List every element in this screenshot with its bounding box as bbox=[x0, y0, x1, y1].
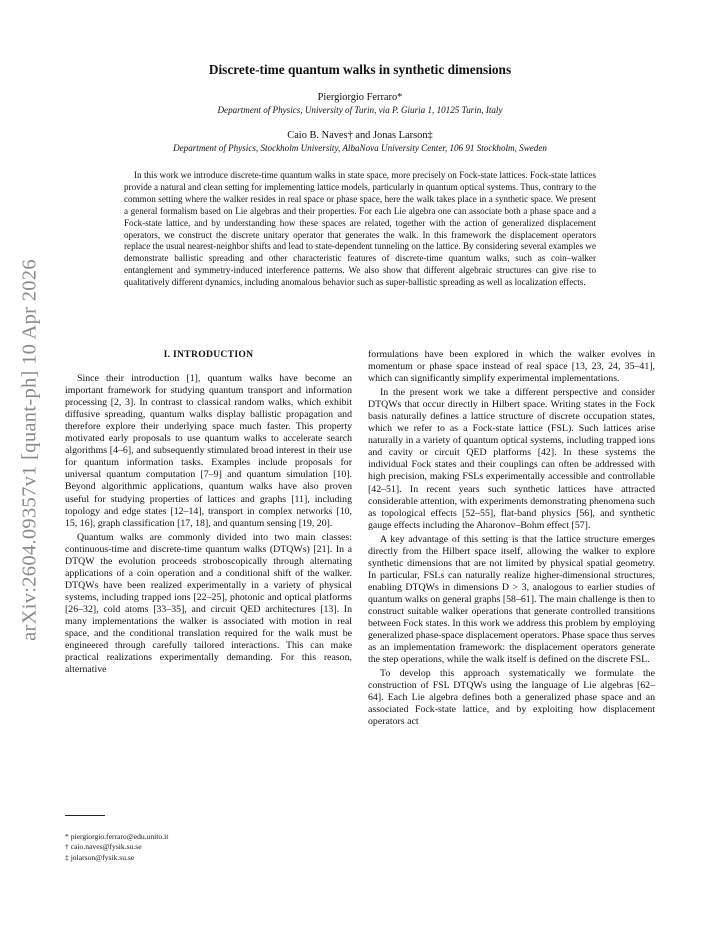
footnotes bbox=[65, 832, 168, 863]
footnote-rule bbox=[65, 815, 105, 816]
authors-2: Caio B. Naves† and Jonas Larson‡ bbox=[287, 130, 433, 141]
paragraph: Since their introduction [1], quantum walks have become an important framework for studying quantum transport and information processing [2, 3]. In contrast to classical random walks, which exhibit diffusive spreading, quantum walks display ballistic propagation and therefore explore their underlying space much faster. This property motivated early proposals to use quantum walks to accelerate search algorithms [4–6], and subsequently stimulated broad interest in their use for quantum information tasks. Examples include proposals for universal quantum computation [7–9] and quantum simulation [10]. Beyond algorithmic applications, quantum walks have also proven useful for studying properties of lattices and graphs [11], including topology and edge states [12–14], transport in complex networks [10, 15, 16], graph classification [17, 18], and quantum sensing [19, 20]. bbox=[65, 373, 352, 529]
footnote-email-3[interactable]: ‡ jolarson@fysik.su.se bbox=[65, 852, 135, 862]
paragraph: Quantum walks are commonly divided into two main classes: continuous-time and discrete-time quantum walks (DTQWs) [21]. In a DTQW the evolution proceeds stroboscopically through alternating applications of a coin operation and a conditional shift of the walker. DTQWs have been realized experimentally in a variety of physical systems, including trapped ions [22–25], photonic and optical platforms [26–32], cold atoms [33–35], and circuit QED architectures [13]. In many implementations the walker is associated with motion in real space, and the conditional translation required for the walk must be engineered through carefully tailored interactions. This can make practical realizations experimentally demanding. For this reason, alternative bbox=[65, 531, 352, 676]
left-column bbox=[65, 349, 352, 676]
paragraph: A key advantage of this setting is that the lattice structure emerges directly from the Hilbert space itself, allowing the walker to explore synthetic dimensions that are not limited by physical spatial geometry. In particular, FSLs can naturally realize higher-dimensional structures, enabling DTQWs in dimensions D > 3, analogous to earlier studies of quantum walks on general graphs [58–61]. The main challenge is then to construct suitable walker operations that generate controlled transitions between Fock states. In this work we address this problem by employing generalized phase-space displacement operators. Phase space thus serves as an implementation framework: the displacement operators generate the step operations, while the walk itself is defined on the discrete FSL. bbox=[368, 533, 655, 666]
paragraph: To develop this approach systematically we formulate the construction of FSL DTQWs using the language of Lie algebras [62–64]. Each Lie algebra defines both a generalized phase space and an associated Fock-state lattice, and by exploiting how displacement operators act bbox=[368, 668, 655, 728]
author-1: Piergiorgio Ferraro* bbox=[317, 92, 403, 103]
right-column bbox=[368, 349, 655, 728]
paragraph: formulations have been explored in which the walker evolves in momentum or phase space instead of real space [13, 23, 24, 35–41], which can significantly simplify experimental implementations. bbox=[368, 349, 655, 385]
affiliation-1: Department of Physics, University of Turin, via P. Giuria 1, 10125 Turin, Italy bbox=[217, 105, 503, 115]
arxiv-stamp bbox=[10, 240, 50, 660]
footnote-email-1[interactable]: * piergiorgio.ferraro@edu.unito.it bbox=[65, 832, 169, 841]
abstract: In this work we introduce discrete-time quantum walks in state space, more precisely on Fock-state lattices. Fock-state lattices provide a natural and clean setting for implementing lattice models, particularly in quantum optical systems. Thus, contrary to the common setting where the walker resides in real space or phase space, here the walk takes place in a synthetic space. We present a general formalism based on Lie algebras and their properties. For each Lie algebra one can associate both a phase space and a Fock-state lattice, and by understanding how these spaces are related, together with the action of generalized displacement operators, we construct the discrete unitary operator that generates the walk. In this framework the displacement operators replace the usual nearest-neighbor shifts and lead to state-dependent tunneling on the lattice. By considering several examples we demonstrate ballistic spreading and other characteristic features of discrete-time quantum walks, such as coin–walker entanglement and symmetry-induced interference patterns. We also show that different algebraic structures can give rise to qualitatively different dynamics, including anomalous behavior such as super-ballistic spreading as well as localization effects. bbox=[124, 170, 596, 288]
paragraph: In the present work we take a different perspective and consider DTQWs that occur directly in Hilbert space. Writing states in the Fock basis naturally defines a lattice structure of discrete occupation states, which we refer to as a Fock-state lattice (FSL). Such lattices arise naturally in a variety of quantum optical systems, including trapped ions and cavity or circuit QED platforms [42]. In these systems the individual Fock states and their couplings can often be addressed with high precision, making FSLs experimentally accessible and controllable [42–51]. In recent years such synthetic lattices have attracted considerable attention, with experiments demonstrating phenomena such as topological effects [52–55], flat-band physics [56], and synthetic gauge effects including the Aharonov–Bohm effect [57]. bbox=[368, 387, 655, 531]
affiliation-2: Department of Physics, Stockholm University, AlbaNova University Center, 106 91 Stockholm, Sweden bbox=[173, 143, 547, 153]
arxiv-stamp-text: arXiv:2604.09357v1 [quant-ph] 10 Apr 2026 bbox=[18, 259, 41, 641]
footnote-email-2[interactable]: † caio.naves@fysik.su.se bbox=[65, 842, 142, 852]
paper-title: Discrete-time quantum walks in synthetic dimensions bbox=[208, 62, 512, 77]
section-heading: I. INTRODUCTION bbox=[163, 349, 254, 360]
